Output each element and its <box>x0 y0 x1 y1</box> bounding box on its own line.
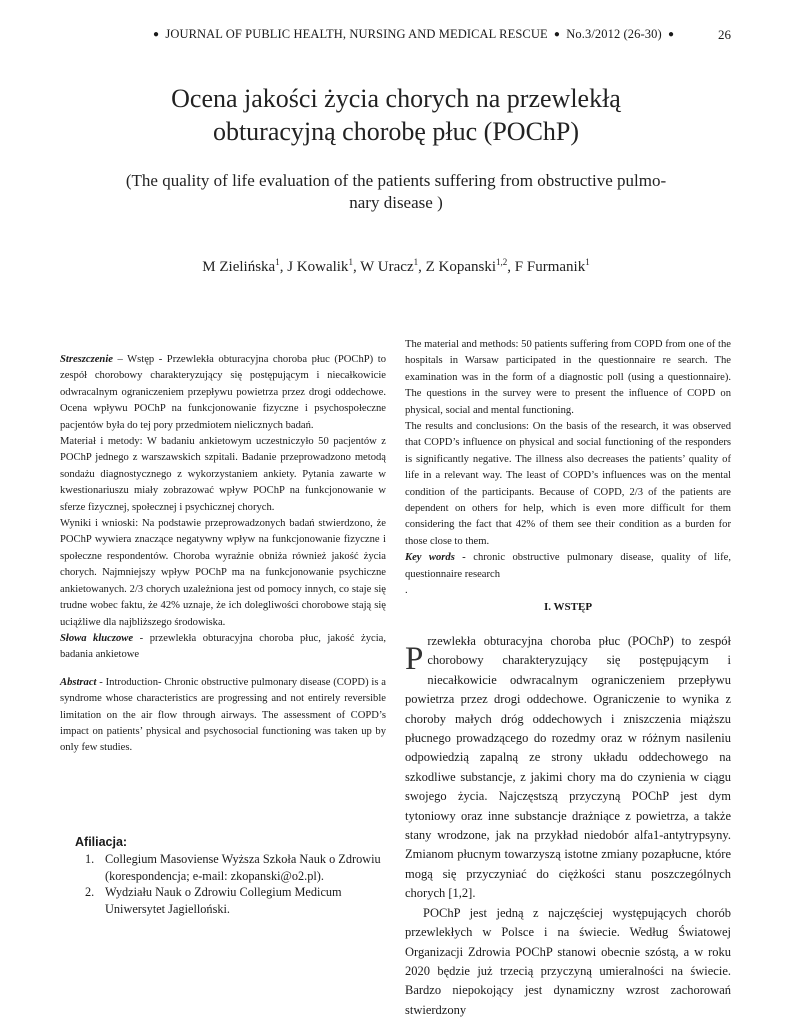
author: W Uracz$^1$, <box>360 257 426 275</box>
journal-name: JOURNAL OF PUBLIC HEALTH, NURSING AND MEDICAL RESCUE <box>165 27 548 41</box>
title-line-2: obturacyjną chorobę płuc (POChP) <box>212 117 580 146</box>
affiliation-item: 2. Wydziału Nauk o Zdrowiu Collegium Medicum Uniwersytet Jagielloński. <box>85 885 342 916</box>
author: F Furmanik$^1$ <box>514 257 590 275</box>
introduction-body <box>405 632 731 1020</box>
author: M Zielińska$^1$, <box>202 257 288 275</box>
abstract-right-column <box>405 337 731 599</box>
author: J Kowalik$^1$, <box>287 257 361 275</box>
affiliation-heading: Afiliacja: <box>75 835 128 849</box>
streszczenie-intro: Streszczenie – Wstęp - Przewlekła obturacyjna choroba płuc (POChP) to zespół chorobowy charakteryzujący się postępującym i niecałkowicie odwracalnym ograniczeniem przepływu powietrza przez drogi oddechowe. Ocena wpływu POChP na funkcjonowanie fizyczne i psychospołeczne pacjentów była do tej pory przedmiotem nielicznych badań. <box>60 354 386 431</box>
affiliation-list <box>85 851 390 917</box>
intro-paragraph-1: Przewlekła obturacyjna choroba płuc (POChP) to zespół chorobowy charakteryzujący się postępującym i niecałkowicie odwracalnym ograniczeniem przepływu powietrza przez drogi oddechowe. Ograniczenie to wynika z choroby małych dróg oddechowych i zniszczenia miąższu płucnego prowadzącego do rozedmy oraz w różnym nasileniu odpowiedzią zapalną ze strony układu oddechowego na szkodliwe substancje, z jakimi chory ma do czynienia w ciągu swojego życia. Najczęstszą przyczyną POChP jest dym tytoniowy oraz inne substancje drażniące z powietrza, a także stany wrodzone, jak na przykład niedobór alfa1-antytrypsyny. Zmianom płucnym towarzyszą istotne zmiany pozapłucne, które mogą się przyczyniać do ciężkości stanu poszczególnych chorych [1,2]. <box>405 634 731 901</box>
bullet-icon: ● <box>553 29 561 40</box>
subtitle-line-1: (The quality of life evaluation of the patients suffering from obstructive pulmo- <box>125 171 667 190</box>
title-line-1: Ocena jakości życia chorych na przewlekłą <box>171 84 621 113</box>
drop-cap: P <box>405 641 424 677</box>
bullet-icon: ● <box>153 29 160 40</box>
running-header <box>150 27 710 42</box>
affiliation-item: 1. Collegium Masoviense Wyższa Szkoła Nauk o Zdrowiu (korespondencja; e-mail: zkopanski@o2.pl). <box>85 852 381 883</box>
abstract-intro: Abstract - Introduction- Chronic obstructive pulmonary disease (COPD) is a syndrome whose characteristics are progressing and not entirely reversible limitation on the air flow through airways. The assessment of COPD’s impact on patients’ physical and psychosocial functioning was taken up by only few studies. <box>60 676 386 754</box>
abstract-results: The results and conclusions: On the basis of the research, it was observed that COPD’s influence on physical and social functioning of the responders is significantly negative. The illness also decreases the patients’ quality of life in a relevant way. The least of COPD’s influences was on the mental condition of the participants. Because of COPD, 2/3 of the patients are dependent on others for help, which is even more difficult for them considering the fact that 42% of them see their condition as a burden for those close to them. <box>405 421 731 547</box>
streszczenie-wyniki: Wyniki i wnioski: Na podstawie przeprowadzonych badań stwierdzono, że POChP wywiera znaczące negatywny wpływ na funkcjonowanie fizyczne i społeczne respondentów. Choroba wyraźnie obniża również jakość życia chorych. Najmniejszy wpływ POChP ma na funkcjonowanie psychiczne ankietowanych. 2/3 chorych uzależniona jest od pomocy innych, co staje się trudne wobec faktu, że 42% uznaje, że ich dolegliwości chorobowe stają się uciążliwe dla najbliższego środowiska. <box>60 518 386 628</box>
author-list <box>60 257 732 276</box>
abstract-keywords: Key words - chronic obstructive pulmonary disease, quality of life, questionnaire research <box>405 552 732 580</box>
paper-subtitle <box>90 170 702 214</box>
section-heading: I. WSTĘP <box>543 601 593 613</box>
bullet-icon: ● <box>667 29 675 40</box>
abstract-trailing-dot: . <box>405 585 408 597</box>
subtitle-line-2: nary disease ) <box>349 193 443 212</box>
intro-paragraph-2: POChP jest jedną z najczęściej występujących chorób przewlekłych w Polsce i na świecie. Według Światowej Organizacji Zdrowia POChP stanowi obecnie szóstą, a w roku 2020 będzie już trzecią przyczyną umieralności na świecie. Bardzo niepokojący jest dynamiczny wzrost zachorowań stwierdzony <box>405 905 731 1017</box>
page-number: 26 <box>718 27 731 42</box>
abstract-left-column <box>60 352 386 757</box>
author: Z Kopanski$^{1,2}$, <box>425 257 515 275</box>
streszczenie-material: Materiał i metody: W badaniu ankietowym uczestniczyło 50 pacjentów z POChP jednego z warszawskich szpitali. Badanie przeprowadzono metodą sondażu diagnostycznego z wykorzystaniem ankiety. Pytania zawarte w kwestionariuszu miały zobrazować wpływ POChP na funkcjonowanie w sferze fizycznej, społecznej i psychicznej chorych. <box>60 436 386 513</box>
issue-number: No.3/2012 (26-30) <box>566 27 662 41</box>
streszczenie-keywords: Słowa kluczowe - przewlekła obturacyjna choroba płuc, jakość życia, badania ankietowe <box>60 632 386 661</box>
paper-title <box>60 82 732 148</box>
abstract-material: The material and methods: 50 patients suffering from COPD from one of the hospitals in Warsaw participated in the questionnaire re search. The examination was in the form of a diagnostic poll (using a questionnaire). The questions in the survey were to present the influence of COPD on physical, social and mental functioning. <box>405 339 731 416</box>
